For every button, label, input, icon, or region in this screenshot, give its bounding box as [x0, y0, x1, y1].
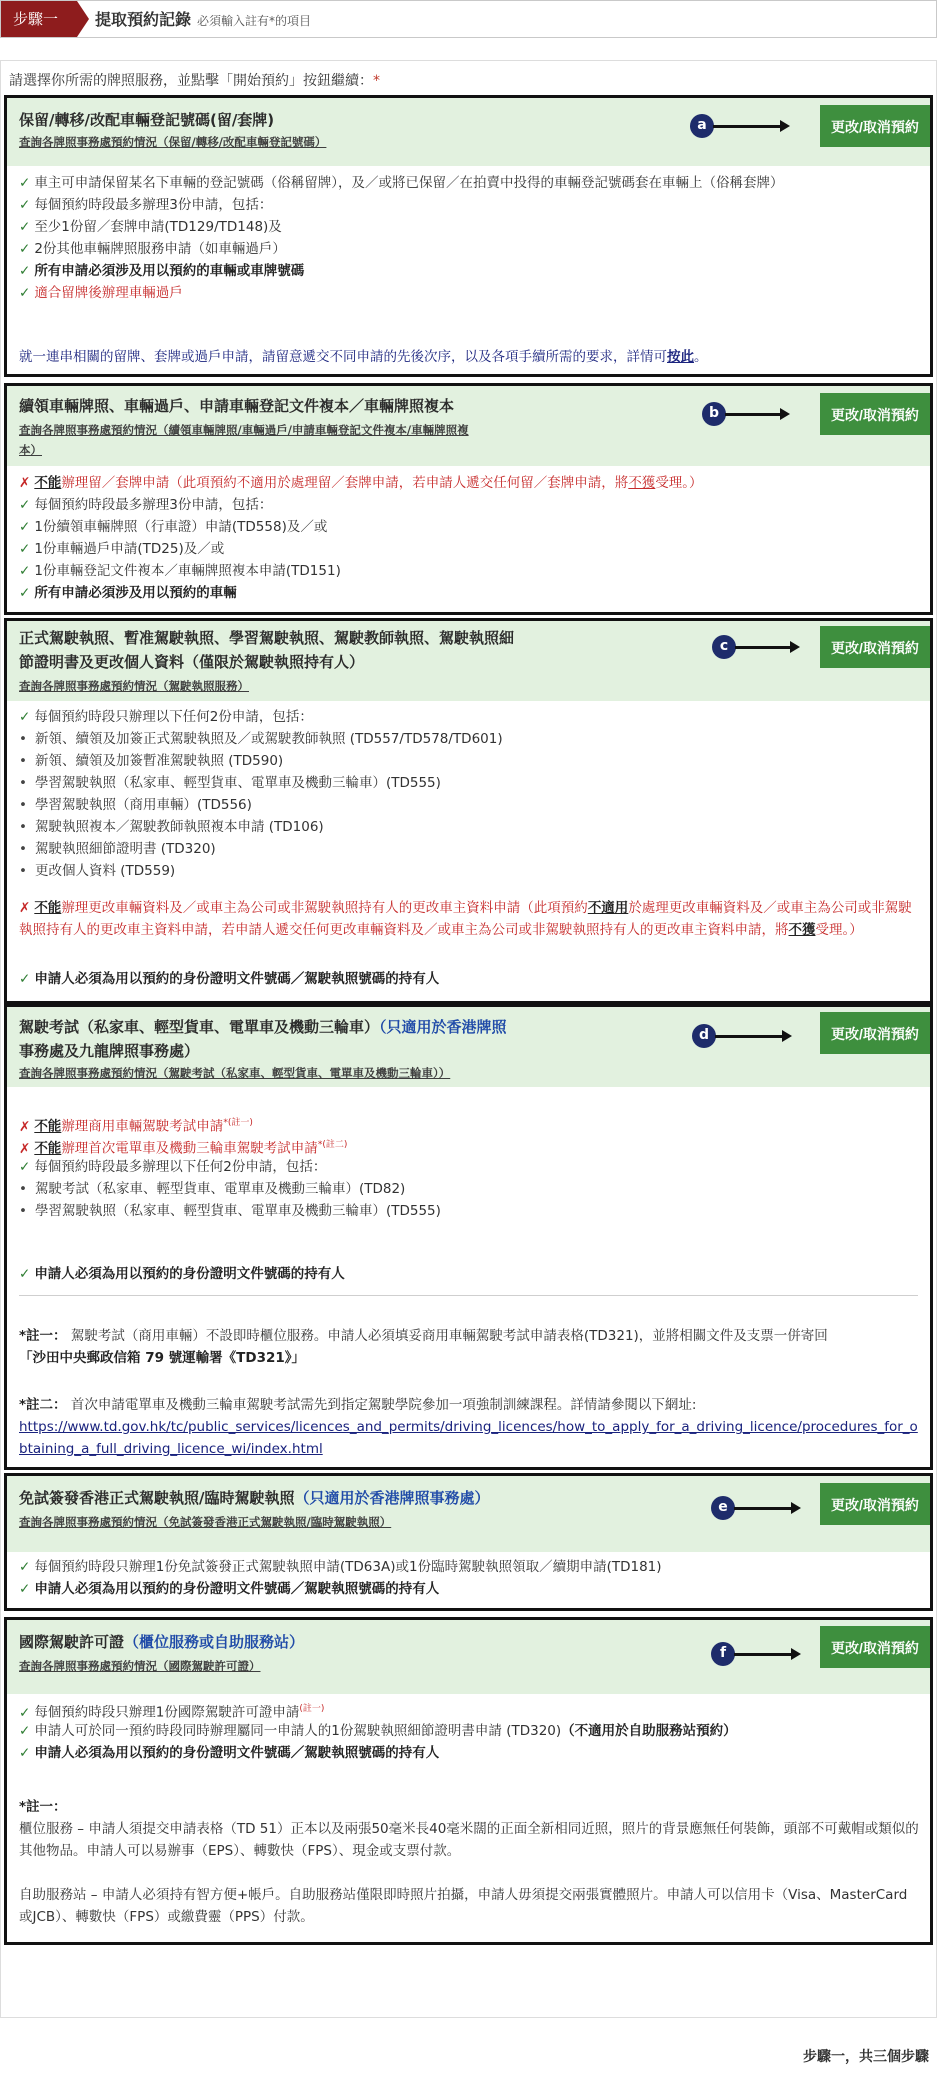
bullet-icon: • [19, 819, 27, 835]
list-item: • 學習駕駛執照（私家車、輕型貨車、電單車及機動三輪車）(TD555) [19, 1203, 441, 1219]
list-item: ✓ 申請人可於同一預約時段同時辦理屬同一申請人的1份駕駛執照細節證明書申請 (TD320)（不適用於自助服務站預約） [19, 1723, 737, 1739]
step-tab: 步驟一 [1, 1, 77, 37]
check-icon: ✓ [19, 563, 31, 579]
availability-link[interactable]: 查詢各牌照事務處預約情況（駕駛執照服務） [19, 679, 249, 693]
badge-b: b [702, 402, 726, 426]
check-icon: ✓ [19, 1581, 31, 1597]
required-note: 必須輸入註有*的項目 [197, 14, 312, 28]
availability-link[interactable]: 查詢各牌照事務處預約情況（免試簽發香港正式駕駛執照/臨時駕駛執照） [19, 1515, 392, 1529]
arrow-icon [735, 646, 791, 649]
step-header [0, 0, 937, 38]
section-title: 保留/轉移/改配車輛登記號碼(留/套牌) [19, 111, 275, 129]
arrow-icon [734, 1653, 792, 1656]
intro-text: 請選擇你所需的牌照服務，並點擊「開始預約」按鈕繼續：* [9, 73, 380, 89]
availability-link[interactable]: 查詢各牌照事務處預約情況（保留/轉移/改配車輛登記號碼） [19, 135, 327, 149]
list-item: ✓ 至少1份留／套牌申請(TD129/TD148)及 [19, 219, 282, 235]
note-kiosk-service: 自助服務站 – 申請人必須持有智方便+帳戶。自助服務站僅限即時照片拍攝，申請人毋須提交兩張實體照片。申請人可以信用卡（Visa、MasterCard或JCB）、轉數快（FPS）或繳費靈（PPS）付款。 [19, 1887, 908, 1925]
check-icon: ✓ [19, 1159, 31, 1175]
check-icon: ✓ [19, 1559, 31, 1575]
restriction-item: ✗ 不能辦理商用車輛駕駛考試申請$^{*(註一)}$ [19, 1118, 253, 1135]
badge-a: a [690, 114, 714, 138]
section-header [7, 1476, 930, 1552]
list-item: ✓ 所有申請必須涉及用以預約的車輛或車牌號碼 [19, 263, 305, 279]
check-icon: ✓ [19, 497, 31, 513]
change-cancel-button-a[interactable]: 更改/取消預約 [820, 105, 930, 147]
cross-icon: ✗ [19, 475, 31, 491]
bullet-icon: • [19, 731, 27, 747]
check-icon: ✓ [19, 541, 31, 557]
section-title: 免試簽發香港正式駕駛執照/臨時駕駛執照（只適用於香港牌照事務處） [19, 1489, 490, 1507]
restriction-item: ✗ 不能辦理更改車輛資料及／或車主為公司或非駕駛執照持有人的更改車主資料申請（此項預約不適用於處理更改車輛資料及／或車主為公司或非駕駛執照持有人的更改車主資料申請，若申請人遞交任何更改車輛資料及／或車主為公司或非駕駛執照持有人的更改車主資料申請，將不獲受理。） [19, 900, 912, 938]
bullet-icon: • [19, 753, 27, 769]
bullet-icon: • [19, 1181, 27, 1197]
cross-icon: ✗ [19, 1118, 31, 1135]
availability-link[interactable]: 查詢各牌照事務處預約情況（續領車輛牌照/車輛過戶/申請車輛登記文件複本/車輛牌照複 [19, 423, 469, 437]
arrow-icon [725, 413, 781, 416]
badge-c: c [712, 635, 736, 659]
check-icon: ✓ [19, 175, 31, 191]
section-header [7, 621, 930, 701]
list-item: • 學習駕駛執照（私家車、輕型貨車、電單車及機動三輪車）(TD555) [19, 775, 441, 791]
restriction-item: ✗ 不能辦理首次電單車及機動三輪車駕駛考試申請$^{*(註二)}$ [19, 1140, 348, 1157]
check-icon: ✓ [19, 709, 31, 725]
section-title: 續領車輛牌照、車輛過戶、申請車輛登記文件複本／車輛牌照複本 [19, 397, 455, 415]
divider [19, 1295, 918, 1296]
bullet-icon: • [19, 863, 27, 879]
list-item: ✓ 1份車輛登記文件複本／車輛牌照複本申請(TD151) [19, 563, 341, 579]
check-icon: ✓ [19, 971, 31, 987]
check-icon: ✓ [19, 241, 31, 257]
note-counter-service: 櫃位服務 – 申請人須提交申請表格（TD 51）正本以及兩張50毫米長40毫米闊的正面全新相同近照，照片的背景應無任何裝飾，頭部不可戴帽或類似的其他物品。申請人可以易辦事（EPS）、轉數快（FPS）、現金或支票付款。 [19, 1821, 919, 1859]
cross-icon: ✗ [19, 900, 31, 916]
check-icon: ✓ [19, 1723, 31, 1739]
list-item: ✓ 2份其他車輛牌照服務申請（如車輛過戶） [19, 241, 286, 257]
list-item: ✓ 每個預約時段只辦理1份免試簽發正式駕駛執照申請(TD63A)或1份臨時駕駛執照領取／續期申請(TD181) [19, 1559, 662, 1575]
note-1: *註一： 駕駛考試（商用車輛）不設即時櫃位服務。申請人必須填妥商用車輛駕駛考試申請表格(TD321)，並將相關文件及支票一併寄回 「沙田中央郵政信箱 79 號運輸署《TD321》」 [19, 1328, 828, 1366]
bullet-icon: • [19, 775, 27, 791]
bullet-icon: • [19, 841, 27, 857]
service-section-e [4, 1473, 933, 1611]
section-title-cont: 事務處及九龍牌照事務處） [19, 1042, 200, 1060]
list-item: ✓ 申請人必須為用以預約的身份證明文件號碼的持有人 [19, 1266, 345, 1282]
section-title: 國際駕駛許可證（櫃位服務或自助服務站） [19, 1633, 305, 1651]
list-item: • 更改個人資料 (TD559) [19, 863, 176, 879]
change-cancel-button-d[interactable]: 更改/取消預約 [820, 1012, 930, 1054]
section-title: 駕駛考試（私家車、輕型貨車、電單車及機動三輪車）（只適用於香港牌照 [19, 1018, 507, 1036]
list-item: ✓ 申請人必須為用以預約的身份證明文件號碼／駕駛執照號碼的持有人 [19, 971, 440, 987]
section-header [7, 1007, 930, 1087]
arrow-icon [715, 1035, 783, 1038]
list-item: ✓ 適合留牌後辦理車輛過戶 [19, 285, 183, 301]
list-item: ✗ 不能辦理留／套牌申請（此項預約不適用於處理留／套牌申請，若申請人遞交任何留／套牌申請，將不獲受理。） [19, 475, 703, 491]
check-icon: ✓ [19, 1266, 31, 1282]
section-header [7, 386, 930, 466]
driving-school-url-link[interactable]: https://www.td.gov.hk/tc/public_services/licences_and_permits/driving_licences/how_to_apply_for_a_driving_licence/procedures_for_obtaining_a_full_driving_licence_wi/index.html [19, 1419, 918, 1457]
badge-d: d [692, 1024, 716, 1048]
check-icon: ✓ [19, 585, 31, 601]
note-2: *註二： 首次申請電單車及機動三輪車駕駛考試需先到指定駕駛學院參加一項強制訓練課程。詳情請參閱以下網址: https://www.td.gov.hk/tc/public_services/licences_and_permits/driving_licences/how_to_apply_for_a_driving_licence/procedures_for_obtaining_a_full_driving_licence_wi/index.html [19, 1397, 918, 1457]
list-item: ✓ 每個預約時段最多辦理以下任何2份申請，包括： [19, 1159, 327, 1175]
section-header [7, 98, 930, 166]
check-icon: ✓ [19, 519, 31, 535]
list-item: ✓ 申請人必須為用以預約的身份證明文件號碼／駕駛執照號碼的持有人 [19, 1745, 440, 1761]
availability-link-cont[interactable]: 本） [19, 443, 42, 457]
service-section-a [4, 95, 933, 377]
availability-link[interactable]: 查詢各牌照事務處預約情況（駕駛考試（私家車、輕型貨車、電單車及機動三輪車）） [19, 1066, 451, 1080]
arrow-icon [713, 125, 781, 128]
check-icon: ✓ [19, 1745, 31, 1761]
list-item: • 駕駛考試（私家車、輕型貨車、電單車及機動三輪車）(TD82) [19, 1181, 406, 1197]
service-section-f [4, 1617, 933, 1945]
list-item: • 駕駛執照細節證明書 (TD320) [19, 841, 216, 857]
list-item: ✓ 每個預約時段只辦理1份國際駕駛許可證申請$^{(註一)}$ [19, 1704, 325, 1721]
list-item: ✓ 每個預約時段最多辦理3份申請，包括： [19, 497, 273, 513]
click-here-link[interactable]: 按此 [667, 349, 694, 365]
list-item: • 新領、續領及加簽暫准駕駛執照 (TD590) [19, 753, 284, 769]
list-item: • 駕駛執照複本／駕駛教師執照複本申請 (TD106) [19, 819, 324, 835]
list-item: ✓ 每個預約時段最多辦理3份申請，包括： [19, 197, 273, 213]
change-cancel-button-f[interactable]: 更改/取消預約 [820, 1626, 930, 1668]
service-section-b [4, 383, 933, 615]
list-item: ✓ 申請人必須為用以預約的身份證明文件號碼／駕駛執照號碼的持有人 [19, 1581, 440, 1597]
badge-e: e [711, 1496, 735, 1520]
list-item: ✓ 車主可申請保留某名下車輛的登記號碼（俗稱留牌），及／或將已保留／在拍賣中投得的車輛登記號碼套在車輛上（俗稱套牌） [19, 175, 784, 191]
section-title: 正式駕駛執照、暫准駕駛執照、學習駕駛執照、駕駛教師執照、駕駛執照細 [19, 629, 515, 647]
step-indicator: 步驟一，共三個步驟 [803, 2049, 929, 2065]
check-icon: ✓ [19, 197, 31, 213]
sequence-note: 就一連串相關的留牌、套牌或過戶申請，請留意遞交不同申請的先後次序，以及各項手續所需的要求，詳情可按此。 [19, 349, 708, 365]
change-cancel-button-b[interactable]: 更改/取消預約 [820, 393, 930, 435]
list-item: ✓ 每個預約時段只辦理以下任何2份申請，包括： [19, 709, 313, 725]
service-section-d [4, 1004, 933, 1470]
list-item: ✓ 1份車輛過戶申請(TD25)及／或 [19, 541, 225, 557]
cross-icon: ✗ [19, 1140, 31, 1157]
service-section-c [4, 618, 933, 1004]
section-header [7, 1620, 930, 1694]
list-item: • 新領、續領及加簽正式駕駛執照及／或駕駛教師執照 (TD557/TD578/TD601) [19, 731, 503, 747]
check-icon: ✓ [19, 263, 31, 279]
change-cancel-button-c[interactable]: 更改/取消預約 [820, 626, 930, 668]
check-icon: ✓ [19, 219, 31, 235]
arrow-icon [734, 1507, 792, 1510]
page-title: 提取預約記錄 [95, 10, 192, 29]
change-cancel-button-e[interactable]: 更改/取消預約 [820, 1483, 930, 1525]
list-item: • 學習駕駛執照（商用車輛）(TD556) [19, 797, 252, 813]
check-icon: ✓ [19, 285, 31, 301]
bullet-icon: • [19, 1203, 27, 1219]
note-label: *註一： [19, 1799, 67, 1815]
list-item: ✓ 所有申請必須涉及用以預約的車輛 [19, 585, 237, 601]
check-icon: ✓ [19, 1704, 31, 1721]
list-item: ✓ 1份續領車輛牌照（行車證）申請(TD558)及／或 [19, 519, 328, 535]
availability-link[interactable]: 查詢各牌照事務處預約情況（國際駕駛許可證） [19, 1659, 261, 1673]
badge-f: f [711, 1642, 735, 1666]
bullet-icon: • [19, 797, 27, 813]
section-title-cont: 節證明書及更改個人資料（僅限於駕駛執照持有人） [19, 653, 365, 671]
